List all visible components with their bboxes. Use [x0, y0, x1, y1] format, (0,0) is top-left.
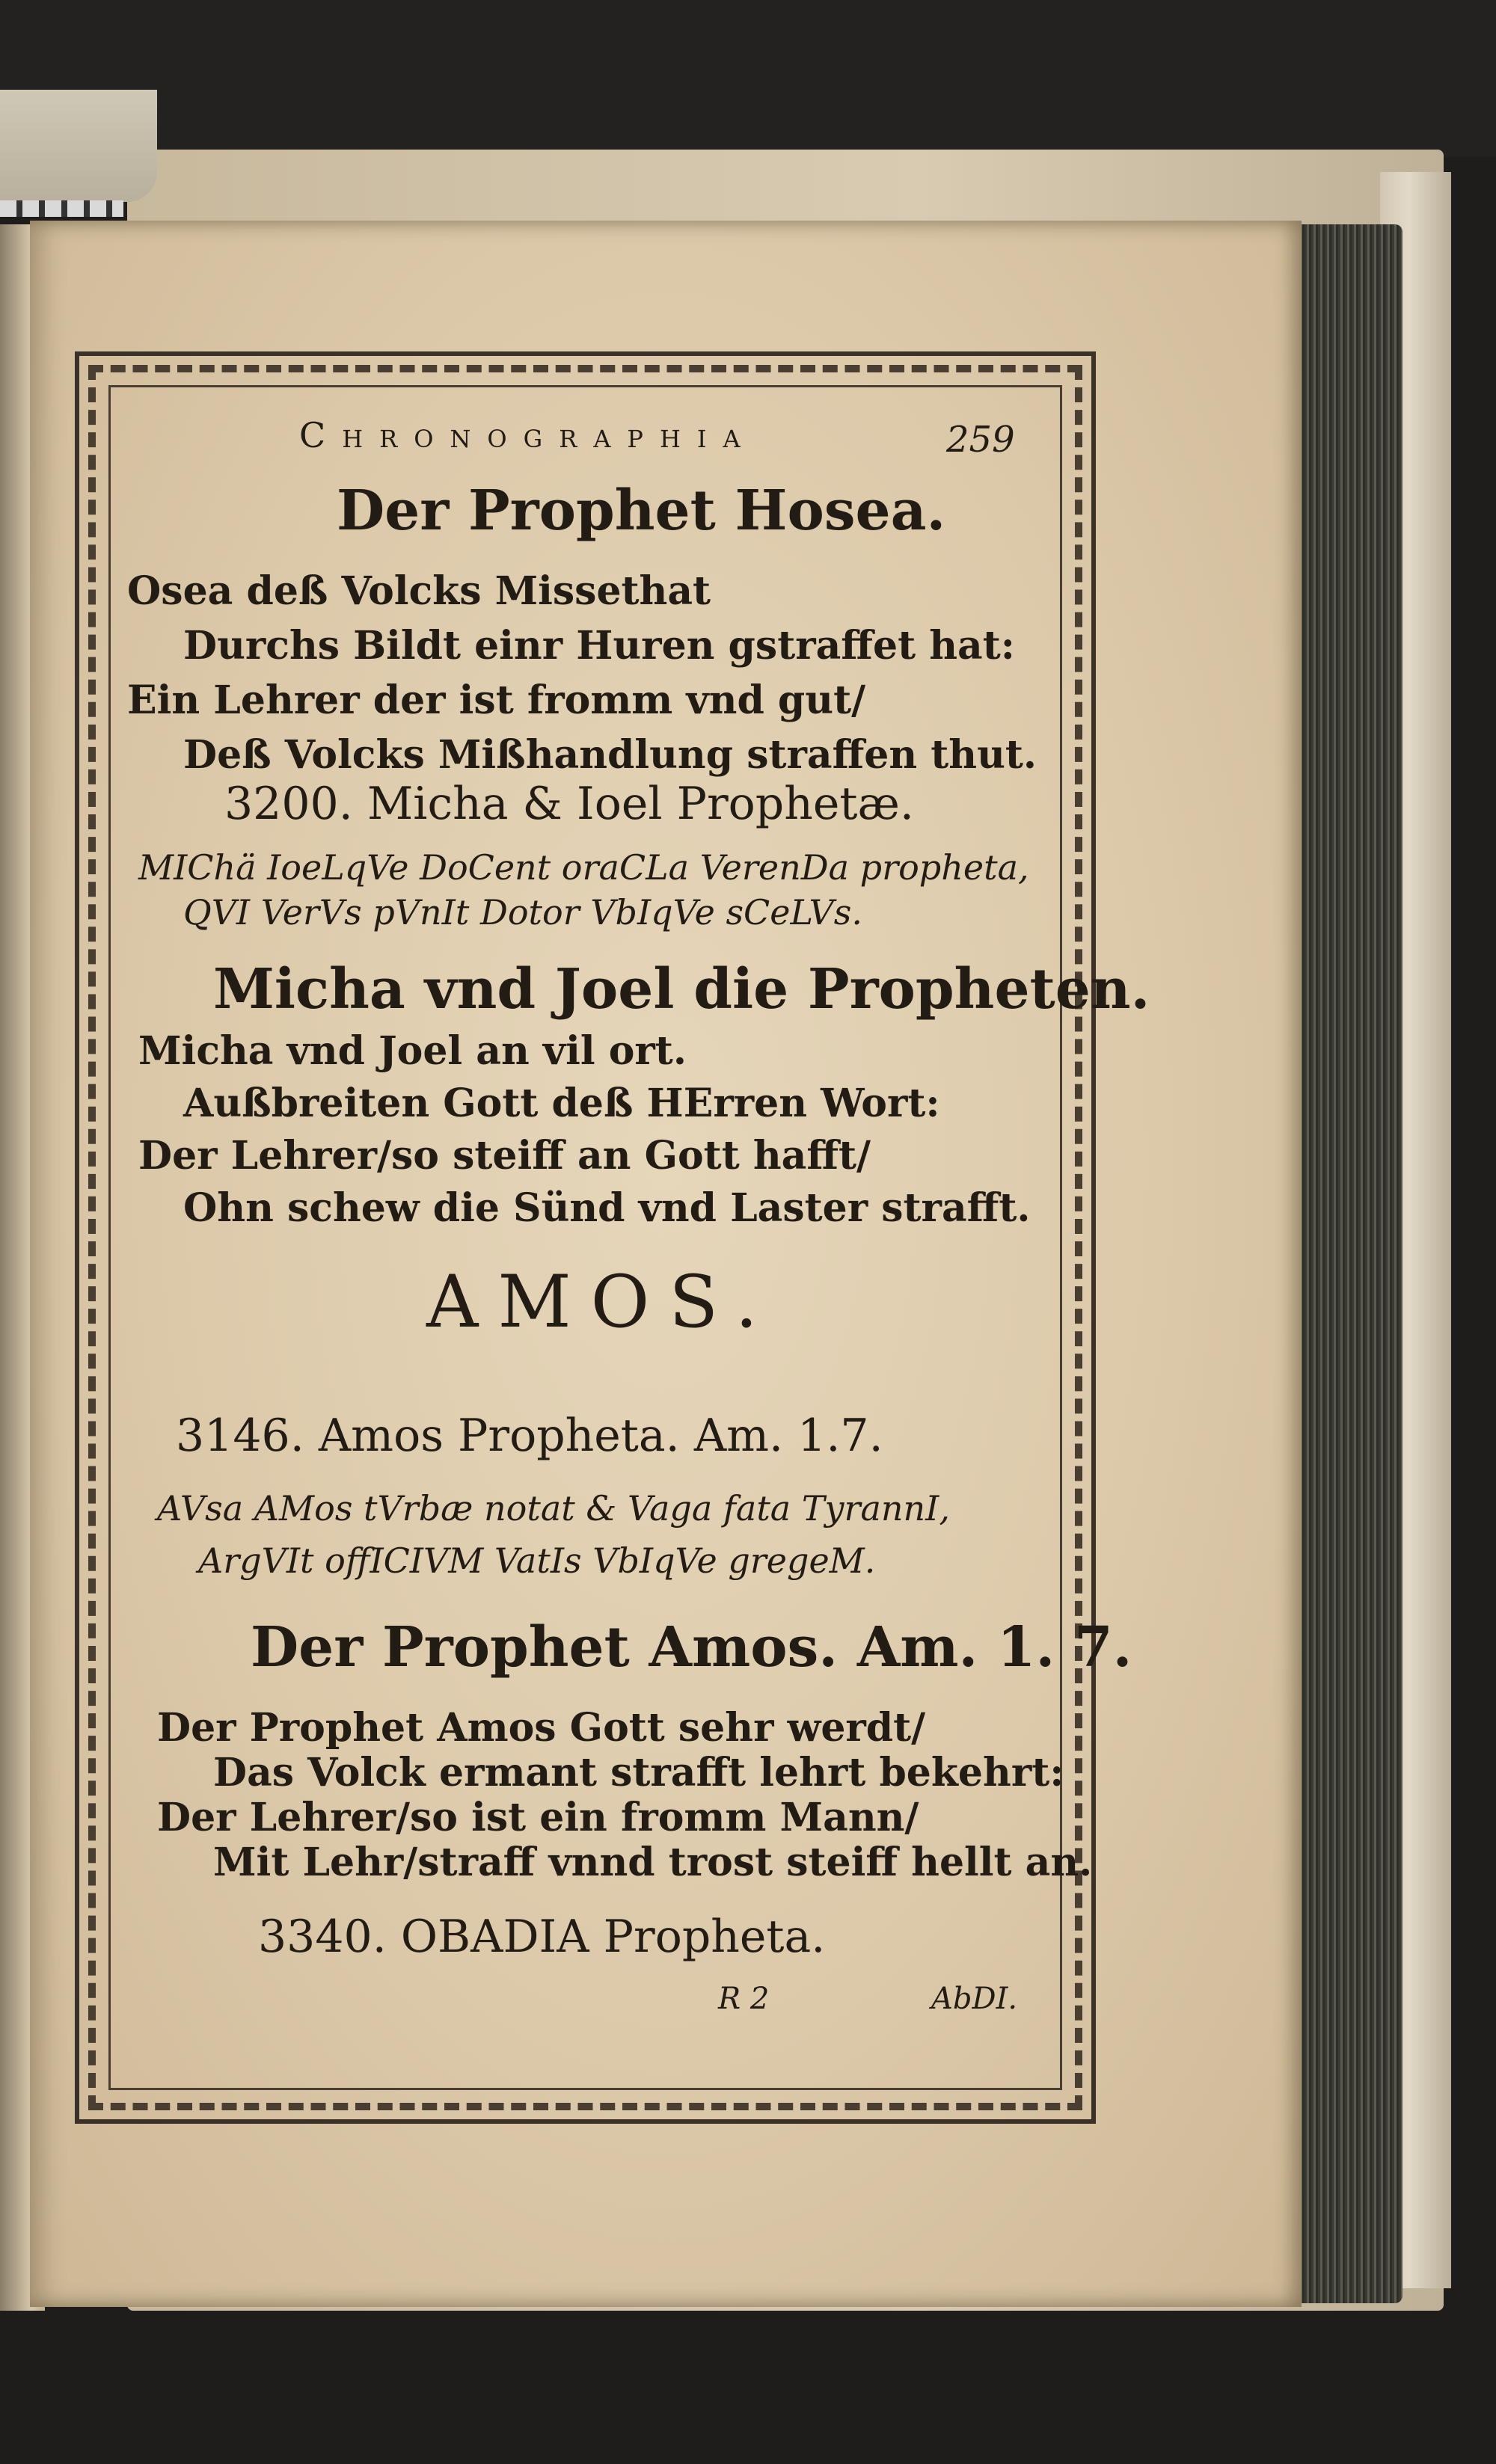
verse-line: Micha vnd Joel an vil ort.	[138, 1028, 687, 1074]
signature-mark: R 2	[718, 1982, 770, 2016]
verse-line: Osea deß Volcks Missethat	[127, 568, 711, 614]
verse-line: Der Lehrer/so ist ein fromm Mann/	[157, 1795, 919, 1840]
verse-line: Das Volck ermant strafft lehrt bekehrt:	[213, 1750, 1064, 1795]
heading-micha-joel: Micha vnd Joel die Propheten.	[213, 957, 1150, 1021]
verse-line: Der Lehrer/so steiff an Gott hafft/	[138, 1133, 871, 1179]
verse-line: Ein Lehrer der ist fromm vnd gut/	[127, 678, 866, 723]
verse-line: Der Prophet Amos Gott sehr werdt/	[157, 1705, 926, 1751]
verse-line: Deß Volcks Mißhandlung straffen thut.	[183, 732, 1037, 778]
date-line-amos: 3146. Amos Propheta. Am. 1.7.	[176, 1410, 883, 1462]
latin-line: ArgVIt offICIVM VatIs VbIqVe gregeM.	[198, 1540, 876, 1581]
latin-line: AVsa AMos tVrbæ notat & Vaga fata TyrannI,	[157, 1488, 950, 1529]
date-line-obadia: 3340. OBADIA Propheta.	[258, 1911, 826, 1963]
heading-amos: Der Prophet Amos. Am. 1. 7.	[251, 1615, 1132, 1680]
catchword: AbDI.	[931, 1982, 1018, 2016]
latin-line: MIChä IoeLqVe DoCent oraCLa VerenDa propheta,	[138, 847, 1029, 888]
cloth-spine	[0, 90, 157, 202]
verse-line: Mit Lehr/straff vnnd trost steiff hellt an.	[213, 1840, 1093, 1885]
date-line-micha: 3200. Micha & Ioel Prophetæ.	[224, 778, 914, 830]
verse-line: Außbreiten Gott deß HErren Wort:	[183, 1081, 940, 1126]
verse-line: Ohn schew die Sünd vnd Laster strafft.	[183, 1185, 1031, 1231]
running-head: Chronographia	[299, 415, 757, 455]
title-amos: AMOS.	[426, 1260, 778, 1344]
heading-hosea: Der Prophet Hosea.	[337, 479, 946, 543]
binding-clasp	[0, 200, 123, 217]
latin-line: QVI VerVs pVnIt Dotor VbIqVe sCeLVs.	[183, 892, 863, 933]
page-number: 259	[946, 419, 1015, 461]
backdrop	[0, 0, 1496, 157]
verse-line: Durchs Bildt einr Huren gstraffet hat:	[183, 623, 1015, 669]
